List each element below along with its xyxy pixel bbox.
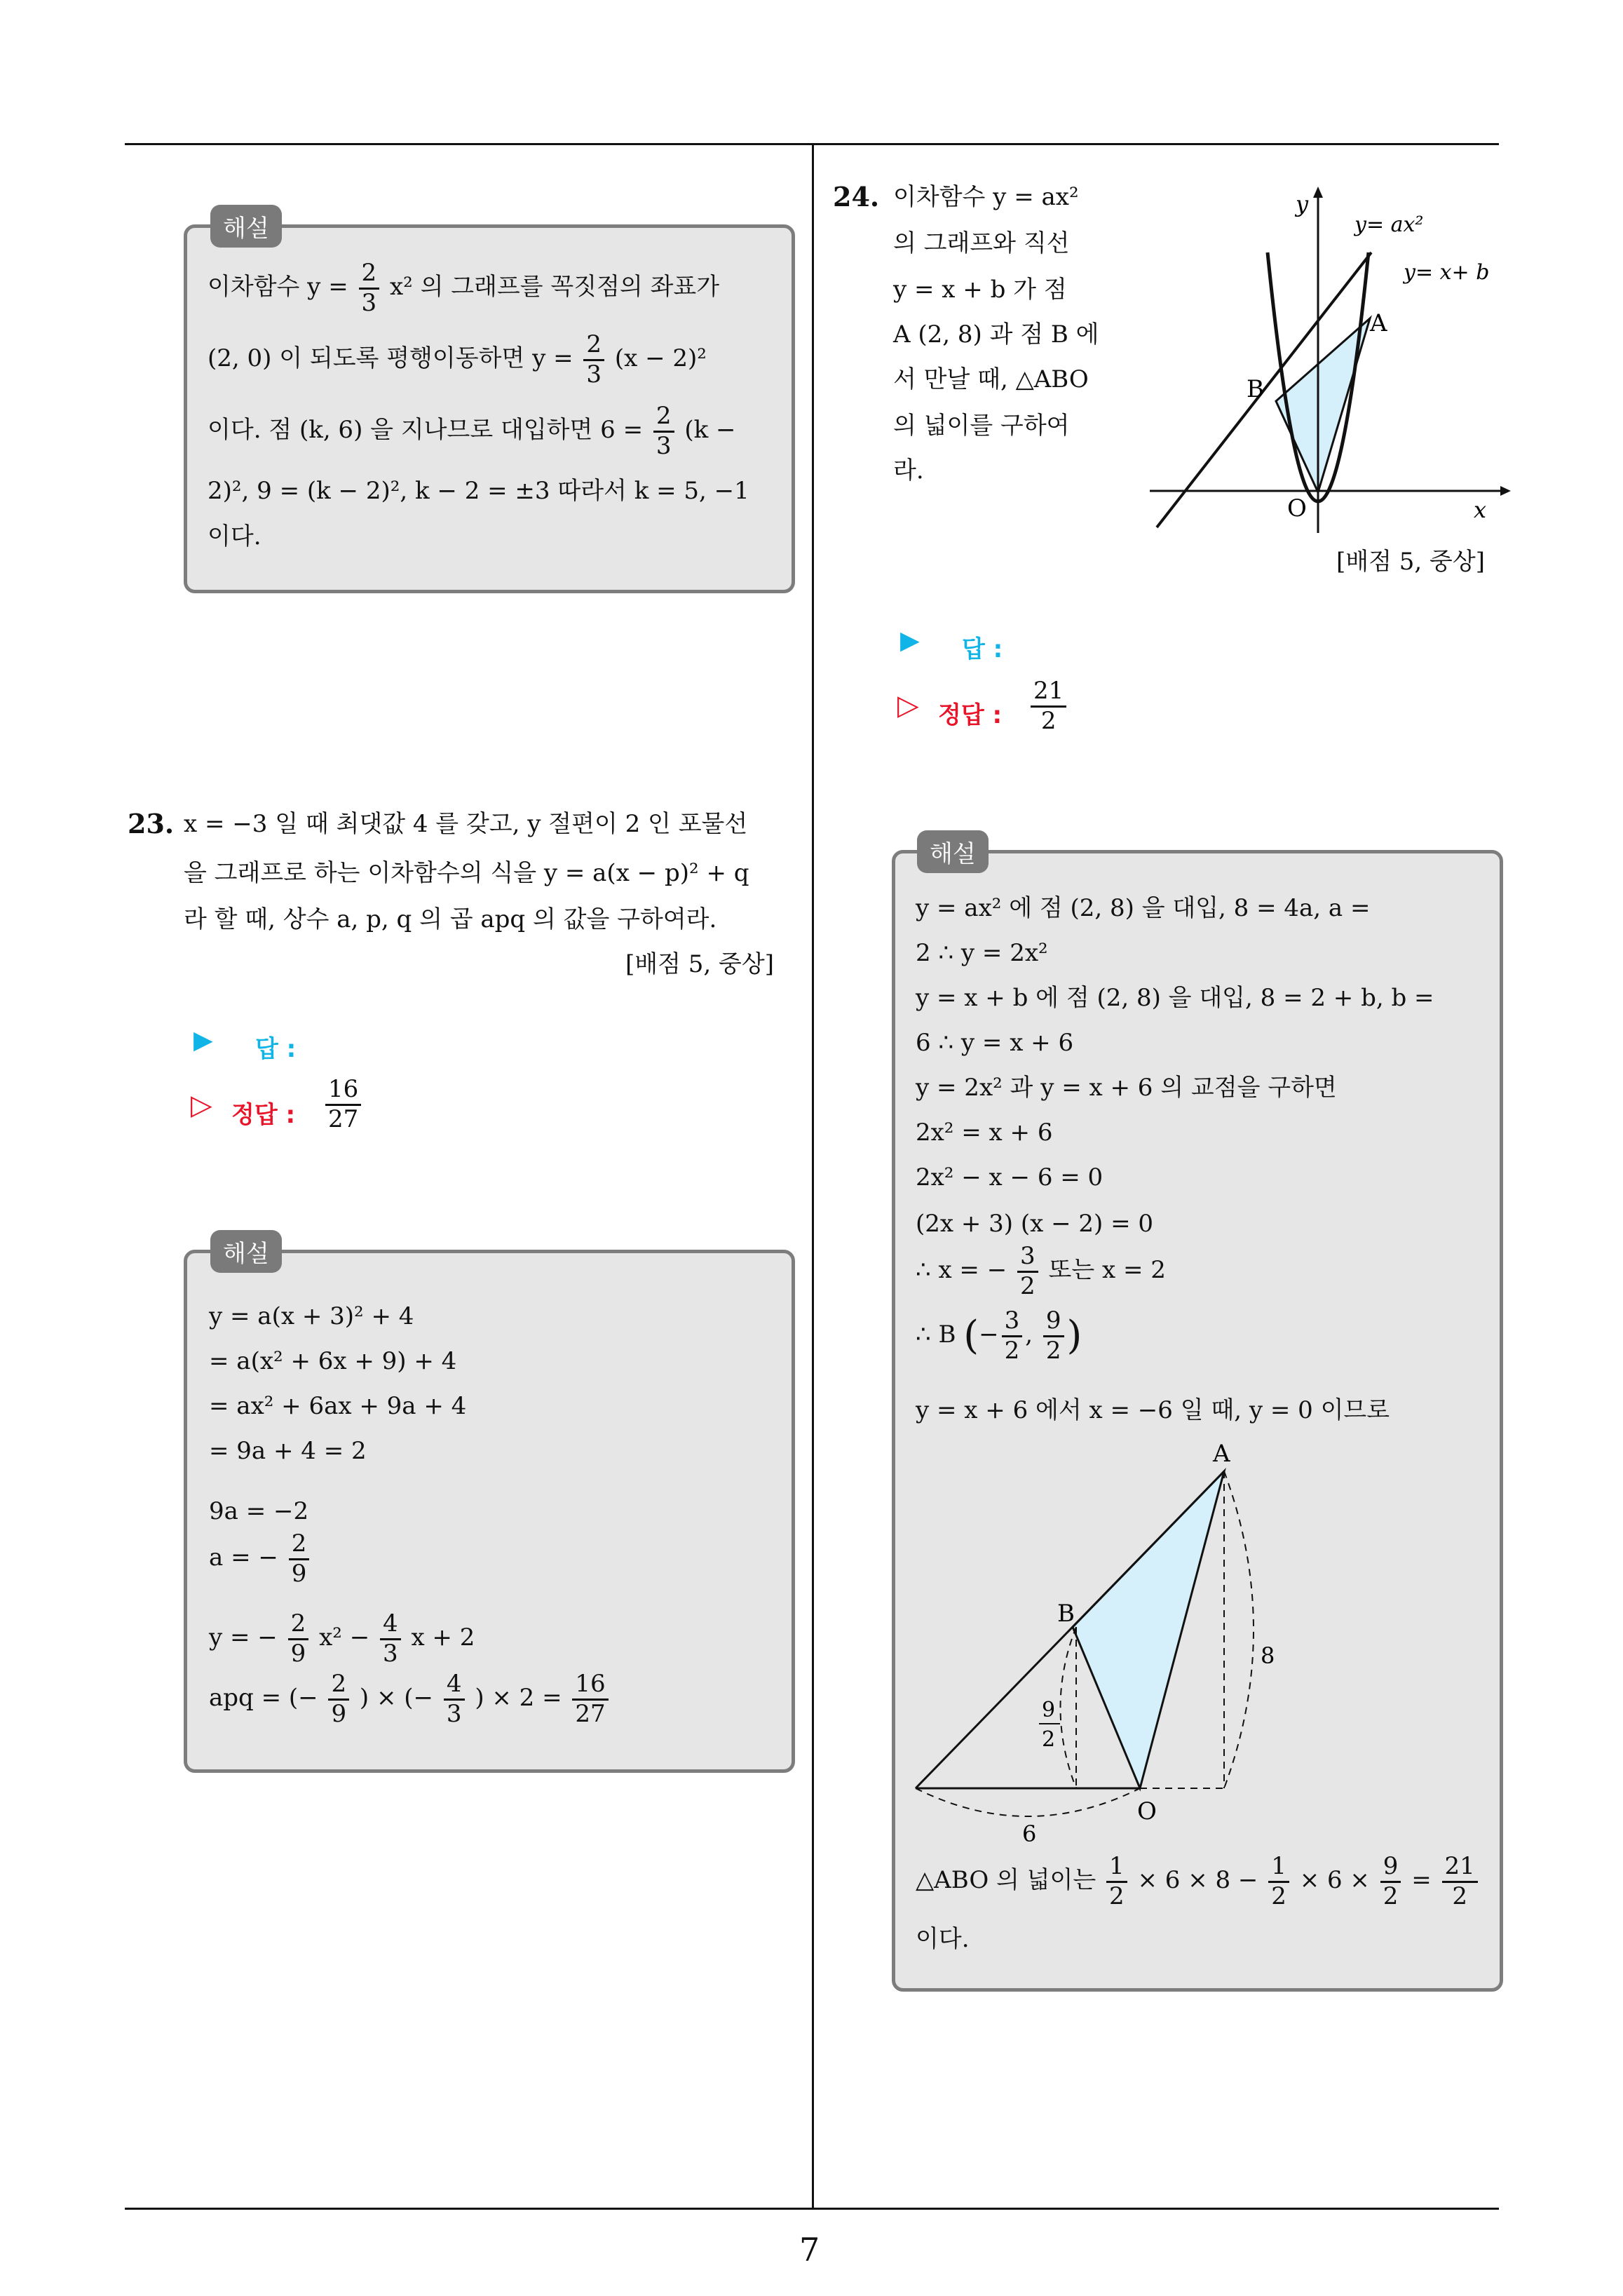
fraction: $\frac{2}{3}$: [583, 332, 604, 387]
q23-sol-s1: y = a(x + 3)² + 4: [209, 1302, 414, 1330]
fig-6-label: 6: [1022, 1821, 1037, 1844]
q23-score: [배점 5, 중상]: [625, 950, 774, 978]
fig-9-label: 9: [1042, 1698, 1056, 1722]
q22-solution-tab: 해설: [210, 205, 282, 248]
fig-o-label: O: [1137, 1797, 1157, 1825]
q24-sol-l6: 2x² = x + 6: [916, 1119, 1053, 1147]
y-axis-arrow-icon: [1313, 187, 1323, 198]
q23-correct-value: $\frac{16}{27}$: [322, 1077, 364, 1132]
q22-sol-line1: 이차함수 y = $\frac{2}{3}$ x² 의 그래프를 꼭짓점의 좌표가: [208, 259, 720, 317]
q23-line1: x = −3 일 때 최댓값 4 를 갖고, y 절편이 2 인 포물선: [184, 810, 748, 838]
q24-line-5: 의 넓이를 구하여: [893, 412, 1070, 440]
brace-9-2: [1061, 1627, 1077, 1788]
fraction: $\frac{2}{3}$: [359, 261, 380, 316]
q24-sol-l1: y = ax² 에 점 (2, 8) 을 대입, 8 = 4a, a =: [916, 894, 1371, 922]
q24-line-4: 서 만날 때, △ABO: [893, 365, 1089, 393]
q23-sol-s5: 9a = −2: [209, 1497, 309, 1525]
q24-answer-label: 답 :: [962, 635, 1003, 663]
q24-line-0: 이차함수 y = ax²: [893, 183, 1079, 211]
q24-correct-label: 정답 :: [938, 701, 1003, 729]
q23-line3: 라 할 때, 상수 a, p, q 의 곱 apq 의 값을 구하여라.: [184, 905, 717, 933]
parabola-label: y= ax²: [1354, 212, 1424, 237]
q24-solution-figure: [904, 1438, 1297, 1844]
q23-sol-s4: = 9a + 4 = 2: [209, 1437, 367, 1465]
q23-sol-s7: y = − $\frac{2}{9}$ x² − $\frac{4}{3}$ x + 2: [209, 1609, 475, 1668]
triangle-abo: [1073, 1471, 1224, 1788]
q24-solution-tab: 해설: [917, 830, 989, 873]
q23-answer-arrow-icon: ▶: [193, 1026, 213, 1055]
q24-sol-l2: 2 ∴ y = 2x²: [916, 939, 1048, 967]
q24-sol-l3: y = x + b 에 점 (2, 8) 을 대입, 8 = 2 + b, b =: [916, 984, 1434, 1012]
q24-sol-l4: 6 ∴ y = x + 6: [916, 1029, 1074, 1057]
q24-line-3: A (2, 8) 과 점 B 에: [893, 320, 1099, 349]
q24-correct-arrow-icon: ▷: [897, 689, 919, 722]
point-b-label: B: [1247, 375, 1264, 403]
q24-sol-l13: 이다.: [916, 1925, 970, 1953]
q23-correct-arrow-icon: ▷: [191, 1089, 212, 1121]
x-axis-label: x: [1474, 497, 1487, 523]
q24-line-1: 의 그래프와 직선: [893, 229, 1070, 257]
q24-graph: [1150, 182, 1514, 533]
q24-sol-l11: y = x + 6 에서 x = −6 일 때, y = 0 이므로: [916, 1396, 1390, 1424]
q24-answer-arrow-icon: ▶: [900, 626, 920, 655]
point-a-label: A: [1370, 309, 1387, 337]
q23-answer-label: 답 :: [255, 1035, 297, 1063]
line-label: y= x+ b: [1404, 260, 1490, 285]
q24-line-2: y = x + b 가 점: [893, 276, 1067, 304]
q24-score: [배점 5, 중상]: [1336, 548, 1485, 576]
q24-sol-l9: ∴ x = − $\frac{3}{2}$ 또는 x = 2: [916, 1242, 1166, 1300]
y-axis-label: y: [1296, 191, 1309, 217]
q23-sol-s2: = a(x² + 6x + 9) + 4: [209, 1347, 457, 1375]
q23-sol-s8: apq = (− $\frac{2}{9}$ ) × (− $\frac{4}{3}$ ) × 2 = $\frac{16}{27}$: [209, 1672, 611, 1727]
q22-sol-line2: (2, 0) 이 되도록 평행이동하면 y = $\frac{2}{3}$ (x − 2)²: [208, 330, 707, 389]
fig-b-label: B: [1057, 1600, 1075, 1628]
q23-number: 23.: [128, 808, 175, 839]
q24-line-6: 라.: [893, 457, 924, 485]
q24-sol-l10: ∴ B (− $\frac{3}{2}$ , $\frac{9}{2}$ ): [916, 1306, 1082, 1365]
q23-sol-s3: = ax² + 6ax + 9a + 4: [209, 1392, 467, 1420]
triangle-abo: [1276, 318, 1370, 492]
q22-sol-line4: 2)², 9 = (k − 2)², k − 2 = ±3 따라서 k = 5, −1: [208, 477, 749, 505]
q24-sol-l12: △ABO 의 넓이는 $\frac{1}{2}$ × 6 × 8 − $\frac{1}{2}$ × 6 × $\frac{9}{2}$ = $\frac{21}{2}$: [916, 1854, 1481, 1909]
q23-correct-label: 정답 :: [231, 1101, 296, 1129]
bottom-rule: [125, 2208, 1499, 2210]
origin-label: O: [1287, 494, 1307, 522]
fig-a-label: A: [1213, 1440, 1230, 1468]
fraction: $\frac{2}{3}$: [653, 404, 674, 459]
fig-8-label: 8: [1261, 1642, 1275, 1669]
q22-sol-line5: 이다.: [208, 522, 262, 551]
q23-sol-s6: a = − $\frac{2}{9}$: [209, 1532, 312, 1586]
q24-number: 24.: [833, 181, 880, 212]
q23-line2: 을 그래프로 하는 이차함수의 식을 y = a(x − p)² + q: [184, 859, 749, 887]
q24-sol-l8: (2x + 3) (x − 2) = 0: [916, 1210, 1154, 1238]
q24-sol-l5: y = 2x² 과 y = x + 6 의 교점을 구하면: [916, 1074, 1337, 1102]
column-divider: [812, 144, 814, 2209]
brace-8: [1224, 1471, 1254, 1788]
q23-solution-tab: 해설: [210, 1230, 282, 1273]
brace-6: [916, 1788, 1140, 1816]
page-number: 7: [799, 2231, 820, 2269]
x-axis-arrow-icon: [1500, 486, 1511, 496]
fig-2-label: 2: [1042, 1727, 1056, 1752]
q24-correct-value: $\frac{21}{2}$: [1028, 679, 1069, 734]
q22-sol-line3: 이다. 점 (k, 6) 을 지나므로 대입하면 6 = $\frac{2}{3}$ (k −: [208, 402, 736, 460]
q24-sol-l7: 2x² − x − 6 = 0: [916, 1163, 1103, 1191]
